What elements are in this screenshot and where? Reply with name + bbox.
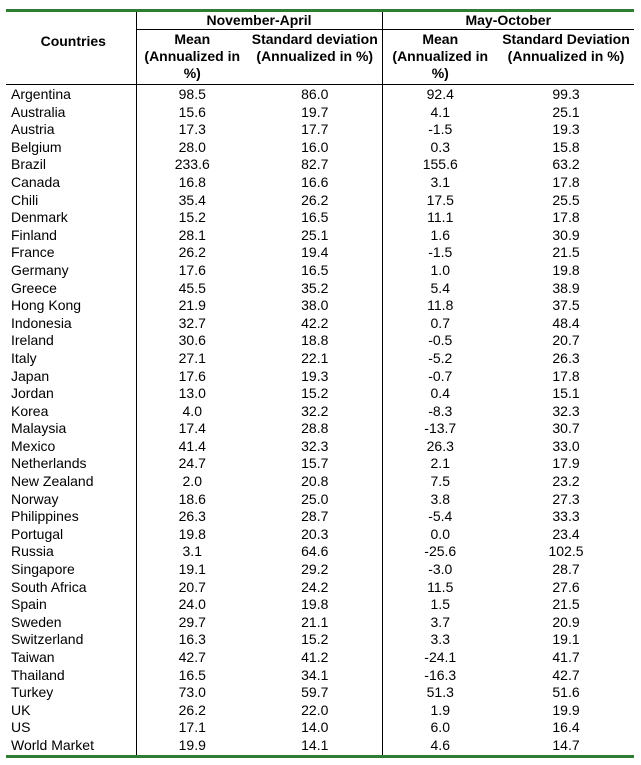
sd-may-oct-cell: 48.4 — [552, 314, 580, 331]
sd-may-oct-cell: 15.1 — [552, 385, 580, 402]
sd-nov-apr-cell: 28.7 — [248, 508, 382, 526]
sd-may-oct-cell: 99.3 — [552, 86, 580, 102]
mean-nov-apr-cell: 20.7 — [178, 578, 206, 595]
table-row — [6, 156, 634, 174]
mean-may-oct-cell: 0.0 — [430, 525, 450, 542]
mean-may-oct-cell: 4.6 — [430, 736, 450, 753]
mean-may-oct-cell: -16.3 — [424, 666, 457, 683]
mean-may-oct-cell: -24.1 — [424, 649, 457, 665]
table-row — [6, 702, 634, 720]
sd-may-oct-cell: 38.9 — [552, 279, 580, 296]
table-row — [6, 614, 634, 632]
sd-may-oct-cell: 14.7 — [552, 736, 580, 753]
country-cell: Korea — [6, 403, 136, 421]
mean-may-oct-cell: 11.8 — [427, 297, 454, 314]
mean-may-oct-cell: 0.7 — [430, 314, 450, 331]
sd-nov-apr-cell: 20.3 — [248, 526, 382, 544]
mean-nov-apr-cell: 16.8 — [178, 173, 206, 190]
table-row — [6, 473, 634, 491]
mean-nov-apr-cell: 4.0 — [182, 402, 202, 419]
country-cell: Thailand — [6, 667, 136, 685]
mean-nov-apr-cell: 30.6 — [178, 332, 206, 349]
sd-may-oct-cell: 25.1 — [552, 103, 580, 120]
table-row — [6, 508, 634, 526]
table-row — [6, 368, 634, 386]
mean-nov-apr-cell: 26.2 — [178, 244, 206, 261]
country-cell: Portugal — [6, 526, 136, 544]
country-cell: Turkey — [6, 684, 136, 702]
returns-table-container — [6, 9, 634, 758]
country-cell: France — [6, 244, 136, 262]
sd-may-oct-cell: 33.3 — [552, 508, 580, 525]
sd-may-oct-cell: 32.3 — [552, 402, 580, 419]
mean-nov-apr-cell: 16.3 — [178, 631, 206, 648]
sd-may-oct-cell: 20.7 — [552, 332, 580, 349]
mean-nov-apr-cell: 13.0 — [178, 385, 206, 402]
mean-nov-apr-cell: 24.7 — [178, 455, 206, 472]
mean-may-oct-cell: 26.3 — [426, 437, 454, 454]
table-row — [6, 332, 634, 350]
mean-nov-apr-cell: 35.4 — [178, 191, 206, 208]
country-cell: Germany — [6, 262, 136, 280]
sd-may-oct-cell: 23.2 — [552, 473, 580, 490]
sd-may-oct-cell: 16.4 — [552, 719, 580, 736]
mean-may-oct-cell: -1.5 — [428, 244, 453, 261]
table-row — [6, 438, 634, 456]
table-row — [6, 85, 634, 104]
sd-may-oct-cell: 42.7 — [552, 666, 580, 683]
sd-nov-apr-cell: 28.8 — [248, 420, 382, 438]
sd-nov-apr-cell: 21.1 — [248, 614, 382, 632]
mean-nov-apr-cell: 17.6 — [178, 261, 206, 278]
mean-nov-apr-cell: 17.3 — [178, 121, 206, 138]
table-row — [6, 297, 634, 315]
sd-may-oct-cell: 37.5 — [552, 297, 580, 314]
table-row — [6, 174, 634, 192]
country-cell: Ireland — [6, 332, 136, 350]
mean-may-oct-cell: 1.9 — [430, 701, 450, 718]
mean-nov-apr-cell: 15.6 — [178, 103, 206, 120]
table-row — [6, 315, 634, 333]
mean-may-oct-cell: 3.3 — [430, 631, 450, 648]
mean-may-oct-cell: 1.0 — [430, 261, 450, 278]
mean-nov-apr-cell: 17.1 — [178, 719, 206, 736]
table-row — [6, 192, 634, 210]
mean-nov-apr-cell: 17.6 — [178, 367, 206, 384]
country-cell: Jordan — [6, 385, 136, 403]
sd-nov-apr-cell: 32.3 — [248, 438, 382, 456]
mean-nov-apr-cell: 2.0 — [182, 473, 202, 490]
sd-may-oct-cell: 19.3 — [552, 121, 580, 138]
mean-nov-apr-cell: 27.1 — [178, 349, 206, 366]
table-row — [6, 596, 634, 614]
mean-may-oct-cell: 155.6 — [422, 156, 458, 173]
sd-may-oct-cell: 30.9 — [552, 226, 580, 243]
table-row — [6, 262, 634, 280]
sd-nov-apr-cell: 18.8 — [248, 332, 382, 350]
sd-nov-apr-cell: 16.0 — [248, 139, 382, 157]
table-row — [6, 684, 634, 702]
mean-nov-apr-cell: 15.2 — [178, 209, 206, 226]
mean-nov-apr-cell: 21.9 — [178, 297, 206, 314]
country-cell: New Zealand — [6, 473, 136, 491]
sd-nov-apr-cell: 38.0 — [248, 297, 382, 315]
sd-may-oct-cell: 15.8 — [552, 138, 580, 155]
sd-nov-apr-cell: 15.2 — [248, 385, 382, 403]
mean-may-oct-cell: 3.7 — [430, 613, 450, 630]
mean-may-oct-cell: -8.3 — [428, 402, 453, 419]
sd-may-oct-cell: 27.3 — [552, 490, 580, 507]
mean-nov-apr-cell: 42.7 — [178, 649, 206, 665]
sd-may-oct-cell: 28.7 — [552, 561, 580, 578]
sd-may-oct-cell: 17.8 — [552, 173, 580, 190]
table-row — [6, 227, 634, 245]
sd-nov-apr-cell: 19.3 — [248, 368, 382, 386]
sd-nov-apr-cell: 22.1 — [248, 350, 382, 368]
sd-may-oct-cell: 25.5 — [552, 191, 580, 208]
mean-may-oct-cell: 7.5 — [430, 473, 450, 490]
mean-nov-apr-cell: 18.6 — [178, 490, 206, 507]
table-row — [6, 491, 634, 509]
country-cell: Brazil — [6, 156, 136, 174]
country-cell: Spain — [6, 596, 136, 614]
table-row — [6, 667, 634, 685]
mean-may-oct-cell: 0.4 — [430, 385, 450, 402]
mean-nov-apr-cell: 19.8 — [178, 525, 206, 542]
sd-may-oct-cell: 21.5 — [552, 596, 580, 613]
sd-nov-apr-cell: 22.0 — [248, 702, 382, 720]
sd-may-oct-cell: 30.7 — [552, 420, 580, 437]
mean-may-oct-cell: 92.4 — [426, 86, 454, 102]
table-row — [6, 631, 634, 649]
group-header-nov-apr: November-April — [136, 11, 382, 30]
sd-nov-apr-cell: 15.7 — [248, 455, 382, 473]
country-cell: Hong Kong — [6, 297, 136, 315]
sd-nov-apr-cell: 59.7 — [248, 684, 382, 702]
country-cell: Greece — [6, 280, 136, 298]
mean-may-oct-cell: 1.5 — [430, 596, 450, 613]
country-cell: Philippines — [6, 508, 136, 526]
mean-may-oct-cell: 51.3 — [426, 684, 454, 701]
mean-nov-apr-cell: 3.1 — [182, 543, 202, 560]
mean-nov-apr-cell: 28.1 — [178, 226, 206, 243]
country-cell: Austria — [6, 121, 136, 139]
mean-may-oct-cell: 2.1 — [430, 455, 450, 472]
sd-nov-apr-cell: 26.2 — [248, 192, 382, 210]
table-body — [6, 85, 634, 757]
group-header-row — [6, 11, 634, 30]
mean-may-oct-cell: -25.6 — [424, 543, 457, 560]
table-row — [6, 139, 634, 157]
table-row — [6, 579, 634, 597]
table-row — [6, 121, 634, 139]
sd-nov-apr-cell: 20.8 — [248, 473, 382, 491]
table-row — [6, 209, 634, 227]
country-cell: Canada — [6, 174, 136, 192]
table-row — [6, 244, 634, 262]
sd-nov-apr-cell: 82.7 — [248, 156, 382, 174]
country-cell: Australia — [6, 104, 136, 122]
country-cell: Belgium — [6, 139, 136, 157]
sd-nov-apr-cell: 14.1 — [248, 737, 382, 756]
country-cell: UK — [6, 702, 136, 720]
table-row — [6, 104, 634, 122]
mean-may-oct-cell: -13.7 — [424, 420, 457, 437]
table-row — [6, 649, 634, 667]
table-header — [6, 11, 634, 85]
returns-table — [6, 9, 634, 758]
mean-may-oct-cell: 6.0 — [430, 719, 450, 736]
mean-nov-apr-cell: 16.5 — [178, 666, 206, 683]
mean-nov-apr-cell: 19.1 — [178, 561, 206, 578]
mean-nov-apr-cell: 29.7 — [178, 613, 206, 630]
sd-nov-apr-cell: 16.5 — [248, 262, 382, 280]
mean-may-oct-cell: -5.4 — [428, 508, 453, 525]
sd-nov-apr-cell: 19.4 — [248, 244, 382, 262]
mean-nov-apr-cell: 41.4 — [178, 437, 206, 454]
mean-may-oct-cell: 3.8 — [430, 490, 450, 507]
mean-nov-apr-cell: 26.3 — [178, 508, 206, 525]
mean-may-oct-cell: -1.5 — [428, 121, 453, 138]
country-cell: Finland — [6, 227, 136, 245]
country-cell: Denmark — [6, 209, 136, 227]
sd-may-oct-cell: 19.1 — [552, 631, 580, 648]
sd-nov-apr-cell: 35.2 — [248, 280, 382, 298]
country-cell: Russia — [6, 543, 136, 561]
sd-nov-apr-cell: 34.1 — [248, 667, 382, 685]
table-row — [6, 737, 634, 756]
sd-nov-apr-cell: 14.0 — [248, 719, 382, 737]
sd-nov-apr-cell: 17.7 — [248, 121, 382, 139]
country-cell: South Africa — [6, 579, 136, 597]
country-cell: Italy — [6, 350, 136, 368]
sd-may-oct-cell: 26.3 — [552, 349, 580, 366]
sd-nov-apr-cell: 19.7 — [248, 104, 382, 122]
country-cell: Argentina — [6, 85, 136, 104]
table-row — [6, 280, 634, 298]
mean-may-oct-cell: 1.6 — [430, 226, 450, 243]
mean-nov-apr-cell: 28.0 — [178, 138, 206, 155]
sd-nov-apr-cell: 24.2 — [248, 579, 382, 597]
table-row — [6, 543, 634, 561]
mean-nov-apr-cell: 73.0 — [178, 684, 206, 701]
mean-nov-apr-cell: 26.2 — [178, 701, 206, 718]
sd-may-oct-cell: 33.0 — [552, 437, 580, 454]
sd-may-oct-cell: 20.9 — [552, 613, 580, 630]
sd-nov-apr-cell: 19.8 — [248, 596, 382, 614]
table-row — [6, 719, 634, 737]
mean-nov-apr-cell: 45.5 — [178, 279, 206, 296]
mean-nov-apr-cell: 233.6 — [174, 156, 210, 173]
table-row — [6, 403, 634, 421]
country-cell: Taiwan — [6, 649, 136, 667]
mean-may-oct-cell: -5.2 — [428, 349, 453, 366]
country-cell: Switzerland — [6, 631, 136, 649]
country-cell: Indonesia — [6, 315, 136, 333]
sd-may-oct-cell: 19.9 — [552, 701, 580, 718]
sd-may-oct-cell: 21.5 — [552, 244, 580, 261]
sd-nov-apr-cell: 86.0 — [248, 85, 382, 104]
mean-may-oct-cell: -3.0 — [428, 561, 453, 578]
sd-nov-apr-cell: 25.0 — [248, 491, 382, 509]
sd-nov-apr-cell: 41.2 — [248, 649, 382, 667]
mean-nov-apr-cell: 24.0 — [178, 596, 206, 613]
country-cell: US — [6, 719, 136, 737]
sub-header-mean-may-oct: Mean (Annualized in %) — [382, 30, 498, 85]
country-cell: Chili — [6, 192, 136, 210]
sd-may-oct-cell: 51.6 — [552, 684, 580, 701]
mean-may-oct-cell: 17.5 — [426, 191, 454, 208]
sd-nov-apr-cell: 16.5 — [248, 209, 382, 227]
group-header-may-oct: May-October — [382, 11, 634, 30]
sd-may-oct-cell: 19.8 — [552, 261, 580, 278]
country-cell: Singapore — [6, 561, 136, 579]
sd-may-oct-cell: 41.7 — [552, 649, 580, 665]
sd-may-oct-cell: 102.5 — [548, 543, 584, 560]
table-row — [6, 420, 634, 438]
table-row — [6, 561, 634, 579]
sd-may-oct-cell: 23.4 — [552, 525, 580, 542]
sd-nov-apr-cell: 32.2 — [248, 403, 382, 421]
mean-may-oct-cell: -0.7 — [428, 367, 453, 384]
sd-nov-apr-cell: 29.2 — [248, 561, 382, 579]
table-row — [6, 385, 634, 403]
country-cell: Japan — [6, 368, 136, 386]
sub-header-sd-may-oct: Standard Deviation (Annualized in %) — [498, 30, 634, 85]
country-cell: Sweden — [6, 614, 136, 632]
country-cell: Mexico — [6, 438, 136, 456]
mean-may-oct-cell: 3.1 — [430, 173, 450, 190]
mean-nov-apr-cell: 98.5 — [178, 86, 206, 102]
mean-nov-apr-cell: 32.7 — [178, 314, 206, 331]
table-row — [6, 455, 634, 473]
country-cell: Norway — [6, 491, 136, 509]
sd-may-oct-cell: 17.8 — [552, 367, 580, 384]
sd-nov-apr-cell: 16.6 — [248, 174, 382, 192]
country-cell: Netherlands — [6, 455, 136, 473]
country-cell: Malaysia — [6, 420, 136, 438]
sd-may-oct-cell: 17.9 — [552, 455, 580, 472]
sd-nov-apr-cell: 25.1 — [248, 227, 382, 245]
mean-nov-apr-cell: 19.9 — [178, 736, 206, 753]
sd-may-oct-cell: 63.2 — [552, 156, 580, 173]
mean-may-oct-cell: -0.5 — [428, 332, 453, 349]
mean-nov-apr-cell: 17.4 — [178, 420, 206, 437]
sd-may-oct-cell: 27.6 — [552, 578, 580, 595]
sub-header-mean-nov-apr: Mean (Annualized in %) — [136, 30, 248, 85]
countries-header: Countries — [6, 11, 136, 85]
mean-may-oct-cell: 4.1 — [430, 103, 450, 120]
sub-header-sd-nov-apr: Standard deviation (Annualized in %) — [248, 30, 382, 85]
country-cell: World Market — [6, 737, 136, 756]
table-row — [6, 350, 634, 368]
mean-may-oct-cell: 5.4 — [430, 279, 450, 296]
mean-may-oct-cell: 0.3 — [430, 138, 450, 155]
sd-nov-apr-cell: 64.6 — [248, 543, 382, 561]
mean-may-oct-cell: 11.5 — [427, 578, 454, 595]
sd-nov-apr-cell: 15.2 — [248, 631, 382, 649]
table-row — [6, 526, 634, 544]
sd-may-oct-cell: 17.8 — [552, 209, 580, 226]
sd-nov-apr-cell: 42.2 — [248, 315, 382, 333]
mean-may-oct-cell: 11.1 — [427, 209, 454, 226]
